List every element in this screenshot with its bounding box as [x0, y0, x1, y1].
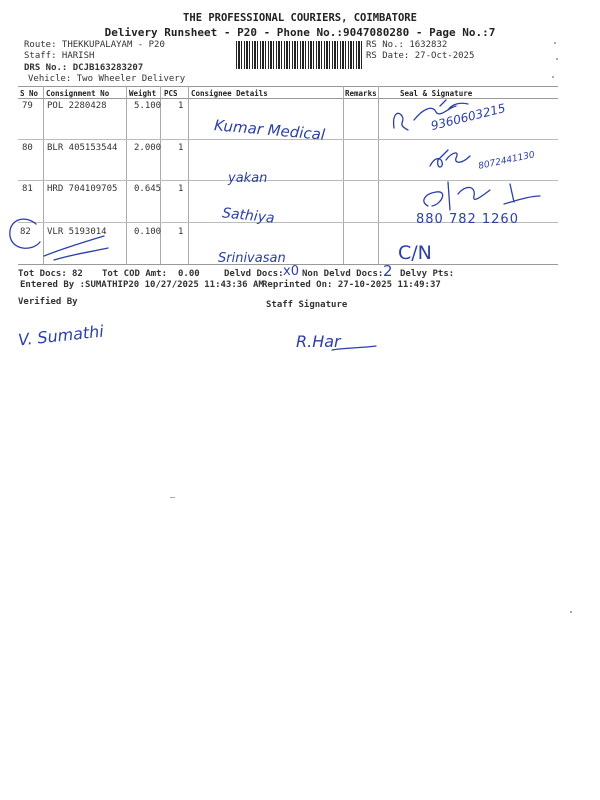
runsheet-subtitle: Delivery Runsheet - P20 - Phone No.:9047080280 - Page No.:7	[104, 26, 496, 39]
signature-underline	[330, 342, 380, 354]
handwritten-delivered-count: x0	[283, 264, 299, 279]
delivered-docs-label: Delvd Docs:	[224, 269, 284, 279]
verified-by-signature: V. Sumathi	[17, 321, 105, 350]
row-consignment: BLR 405153544	[47, 143, 118, 153]
row-weight: 5.100	[134, 101, 162, 111]
delivery-points-label: Delvy Pts:	[400, 269, 455, 279]
col-header-seal-signature: Seal & Signature	[400, 89, 473, 98]
reprinted-on: Reprinted On: 27-10-2025 11:49:37	[262, 280, 441, 290]
scan-speck	[552, 76, 554, 78]
handwritten-consignee-name: Sathiya	[221, 205, 276, 227]
cod-amount-label: Tot COD Amt:	[102, 269, 168, 279]
handwritten-non-delivered-count: 2	[383, 262, 393, 280]
row-consignment: POL 2280428	[47, 101, 107, 111]
table-top-rule	[18, 86, 558, 87]
total-docs-label: Tot Docs:	[18, 269, 67, 279]
handwritten-phone: 9360603215	[429, 100, 507, 134]
handwritten-phone: 880 782 1260	[416, 212, 519, 227]
row-weight: 2.000	[134, 143, 162, 153]
company-title: THE PROFESSIONAL COURIERS, COIMBATORE	[183, 12, 417, 24]
col-header-remarks: Remarks	[345, 89, 377, 98]
row-pcs: 1	[178, 227, 184, 237]
row-consignment: VLR 5193014	[47, 227, 107, 237]
col-header-consignee: Consignee Details	[191, 89, 268, 98]
row-pcs: 1	[178, 101, 184, 111]
staff-signature: R.Har	[296, 332, 341, 351]
scan-speck	[170, 497, 175, 498]
row-sno: 79	[22, 101, 33, 111]
total-docs-value: 82	[72, 269, 83, 279]
route-label: Route: THEKKUPALAYAM - P20	[24, 40, 165, 50]
col-divider	[188, 86, 189, 264]
non-delivered-docs-label: Non Delvd Docs:	[302, 269, 384, 279]
barcode	[236, 41, 362, 69]
row-weight: 0.100	[134, 227, 162, 237]
col-divider	[343, 86, 344, 264]
staff-label: Staff: HARISH	[24, 51, 95, 61]
scan-speck	[570, 611, 572, 613]
vehicle-label: Vehicle: Two Wheeler Delivery	[28, 74, 186, 84]
handwritten-signature	[418, 176, 548, 216]
col-divider	[160, 86, 161, 264]
row-sno: 82	[20, 227, 31, 237]
verified-by-label: Verified By	[18, 297, 78, 307]
handwritten-remark: C/N	[398, 242, 432, 264]
row-weight: 0.645	[134, 184, 162, 194]
col-header-sno: S No	[20, 89, 39, 98]
entered-by: Entered By :SUMATHIP20 10/27/2025 11:43:36 AM	[20, 280, 264, 290]
scan-speck	[554, 42, 556, 44]
cod-amount-value: 0.00	[178, 269, 200, 279]
col-divider	[126, 86, 127, 264]
row-consignment: HRD 704109705	[47, 184, 118, 194]
row-pcs: 1	[178, 184, 184, 194]
col-header-weight: Weight	[129, 89, 157, 98]
handwritten-consignee-name: yakan	[228, 171, 268, 186]
drs-number: DRS No.: DCJB163283207	[24, 63, 144, 73]
col-header-consignment: Consignment No	[46, 89, 110, 98]
rs-date: RS Date: 27-Oct-2025	[366, 51, 475, 61]
handwritten-circle-mark	[4, 212, 114, 264]
handwritten-consignee-name: Kumar Medical	[213, 116, 326, 144]
col-divider	[378, 86, 379, 264]
handwritten-phone: 8072441130	[477, 150, 536, 172]
handwritten-consignee-name: Srinivasan	[218, 251, 286, 266]
row-sno: 81	[22, 184, 33, 194]
staff-signature-label: Staff Signature	[266, 300, 348, 310]
rs-number: RS No.: 1632832	[366, 40, 448, 50]
row-pcs: 1	[178, 143, 184, 153]
scan-speck	[556, 58, 558, 60]
row-sno: 80	[22, 143, 33, 153]
col-header-pcs: PCS	[164, 89, 178, 98]
